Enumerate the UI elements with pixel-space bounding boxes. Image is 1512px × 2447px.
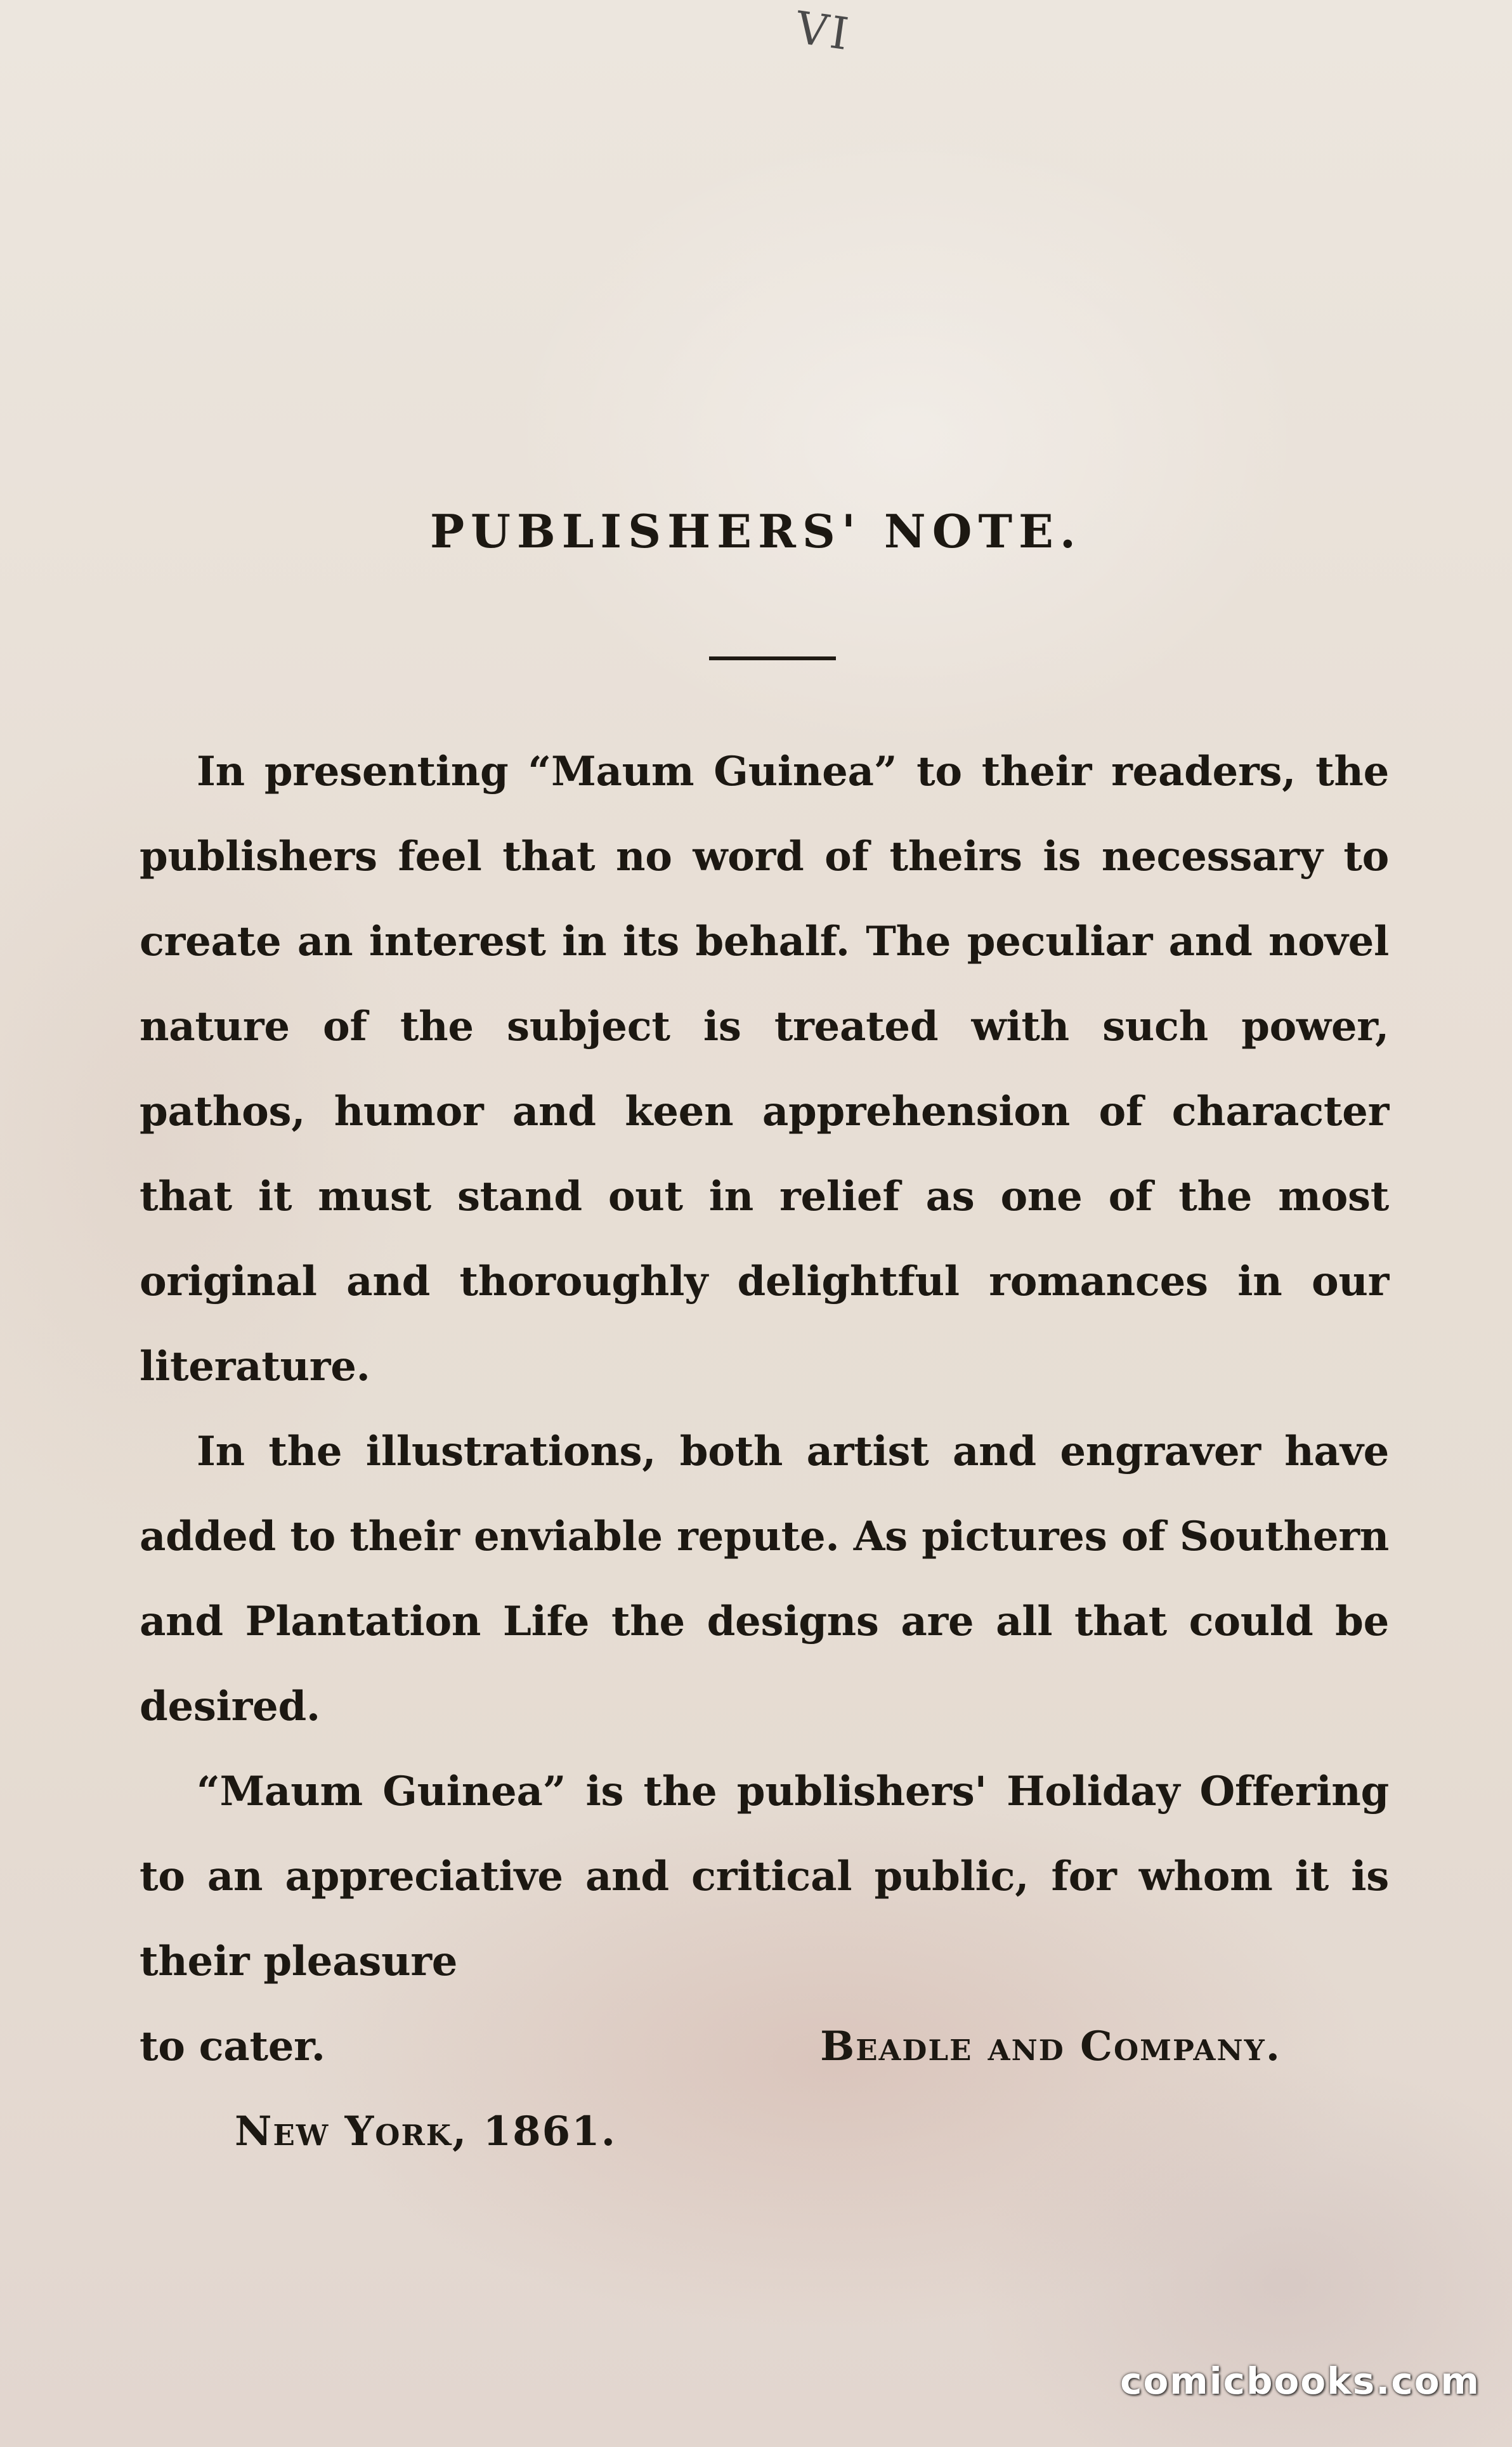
publisher-signature: Beadle and Company. xyxy=(820,2023,1281,2070)
page-number-mark: VI xyxy=(792,1,854,61)
title-rule-divider xyxy=(709,656,836,660)
closing-line xyxy=(140,2004,1389,2089)
publishers-note-body xyxy=(140,729,1389,2174)
page-title: PUBLISHERS' NOTE. xyxy=(430,504,1082,558)
paragraph-2: In the illustrations, both artist and engraver have added to their enviable repute. As pictures of Southern and Plantation Life the designs are all that could be desired. xyxy=(140,1428,1389,1730)
closing-text: to cater. xyxy=(140,2023,325,2070)
paragraph-3: “Maum Guinea” is the publishers' Holiday Offering to an appreciative and critical public, for whom it is their pleasure xyxy=(140,1768,1389,1985)
paragraph-1: In presenting “Maum Guinea” to their readers, the publishers feel that no word of theirs is necessary to create an interest in its behalf. The peculiar and novel nature of the subject is treated with such power, pathos, humor and keen apprehension of character that it must stand out in relief as one of the most original and thoroughly delightful romances in our literature. xyxy=(140,748,1389,1390)
place-date: New York, 1861. xyxy=(235,2108,616,2155)
site-watermark: comicbooks.com xyxy=(1120,2359,1480,2403)
